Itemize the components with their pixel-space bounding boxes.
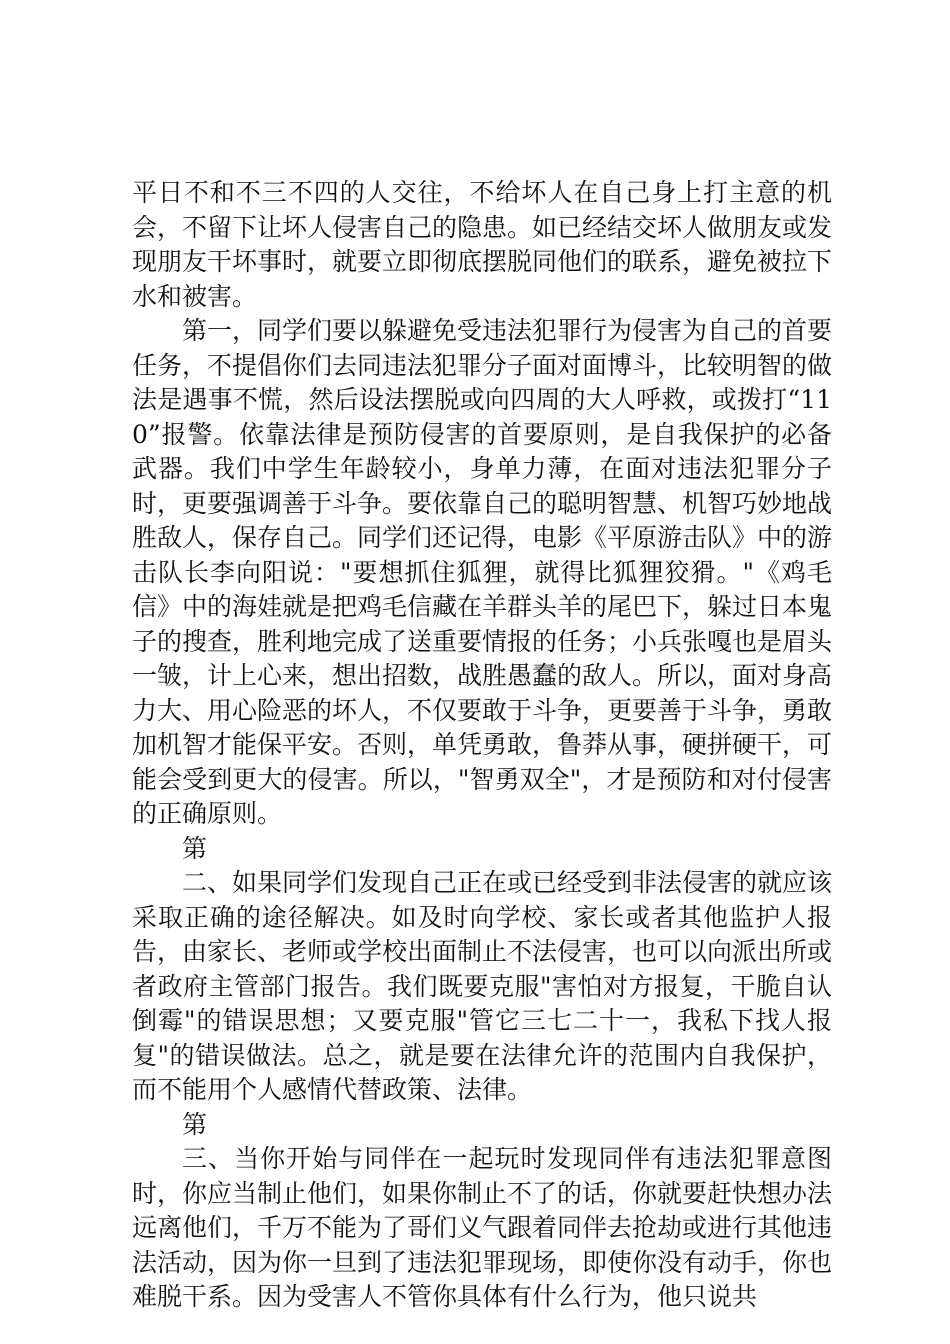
paragraph-third-point: 三、当你开始与同伴在一起玩时发现同伴有违法犯罪意图时，你应当制止他们，如果你制止不了的话，你就要赶快想办法远离他们，千万不能为了哥们义气跟着同伴去抢劫或进行其他违法活动，因为你一旦到了违法犯罪现场，即使你没有动手，你也难脱干系。因为受害人不管你具体有什么行为，他只说共 xyxy=(132,1144,833,1311)
paragraph-third-heading: 第 xyxy=(182,1109,208,1139)
paragraph-second-point: 二、如果同学们发现自己正在或已经受到非法侵害的就应该采取正确的途径解决。如及时向学校、家长或者其他监护人报告，由家长、老师或学校出面制止不法侵害，也可以向派出所或者政府主管部门报告。我们既要克服"害怕对方报复，干脆自认倒霉"的错误思想；又要克服"管它三七二十一，我私下找人报复"的错误做法。总之，就是要在法律允许的范围内自我保护，而不能用个人感情代替政策、法律。 xyxy=(132,868,833,1104)
paragraph-first-point: 第一，同学们要以躲避免受违法犯罪行为侵害为自己的首要任务，不提倡你们去同违法犯罪分子面对面博斗，比较明智的做法是遇事不慌，然后设法摆脱或向四周的大人呼救，或拨打“110”报警。依靠法律是预防侵害的首要原则，是自我保护的必备武器。我们中学生年龄较小，身单力薄，在面对违法犯罪分子时，更要强调善于斗争。要依靠自己的聪明智慧、机智巧妙地战胜敌人，保存自己。同学们还记得，电影《平原游击队》中的游击队长李向阳说："要想抓住狐狸，就得比狐狸狡猾。"《鸡毛信》中的海娃就是把鸡毛信藏在羊群头羊的尾巴下，躲过日本鬼子的搜查，胜利地完成了送重要情报的任务；小兵张嘎也是眉头一皱，计上心来，想出招数，战胜愚蠢的敌人。所以，面对身高力大、用心险恶的坏人，不仅要敢于斗争，更要善于斗争，勇敢加机智才能保平安。否则，单凭勇敢，鲁莽从事，硬拼硬干，可能会受到更大的侵害。所以，"智勇双全"，才是预防和对付侵害的正确原则。 xyxy=(132,316,833,828)
paragraph-second-heading: 第 xyxy=(182,833,208,863)
document-body xyxy=(132,176,832,1315)
paragraph-opening: 平日不和不三不四的人交往，不给坏人在自己身上打主意的机会，不留下让坏人侵害自己的隐患。如已经结交坏人做朋友或发现朋友干坏事时，就要立即彻底摆脱同他们的联系，避免被拉下水和被害。 xyxy=(132,178,833,311)
